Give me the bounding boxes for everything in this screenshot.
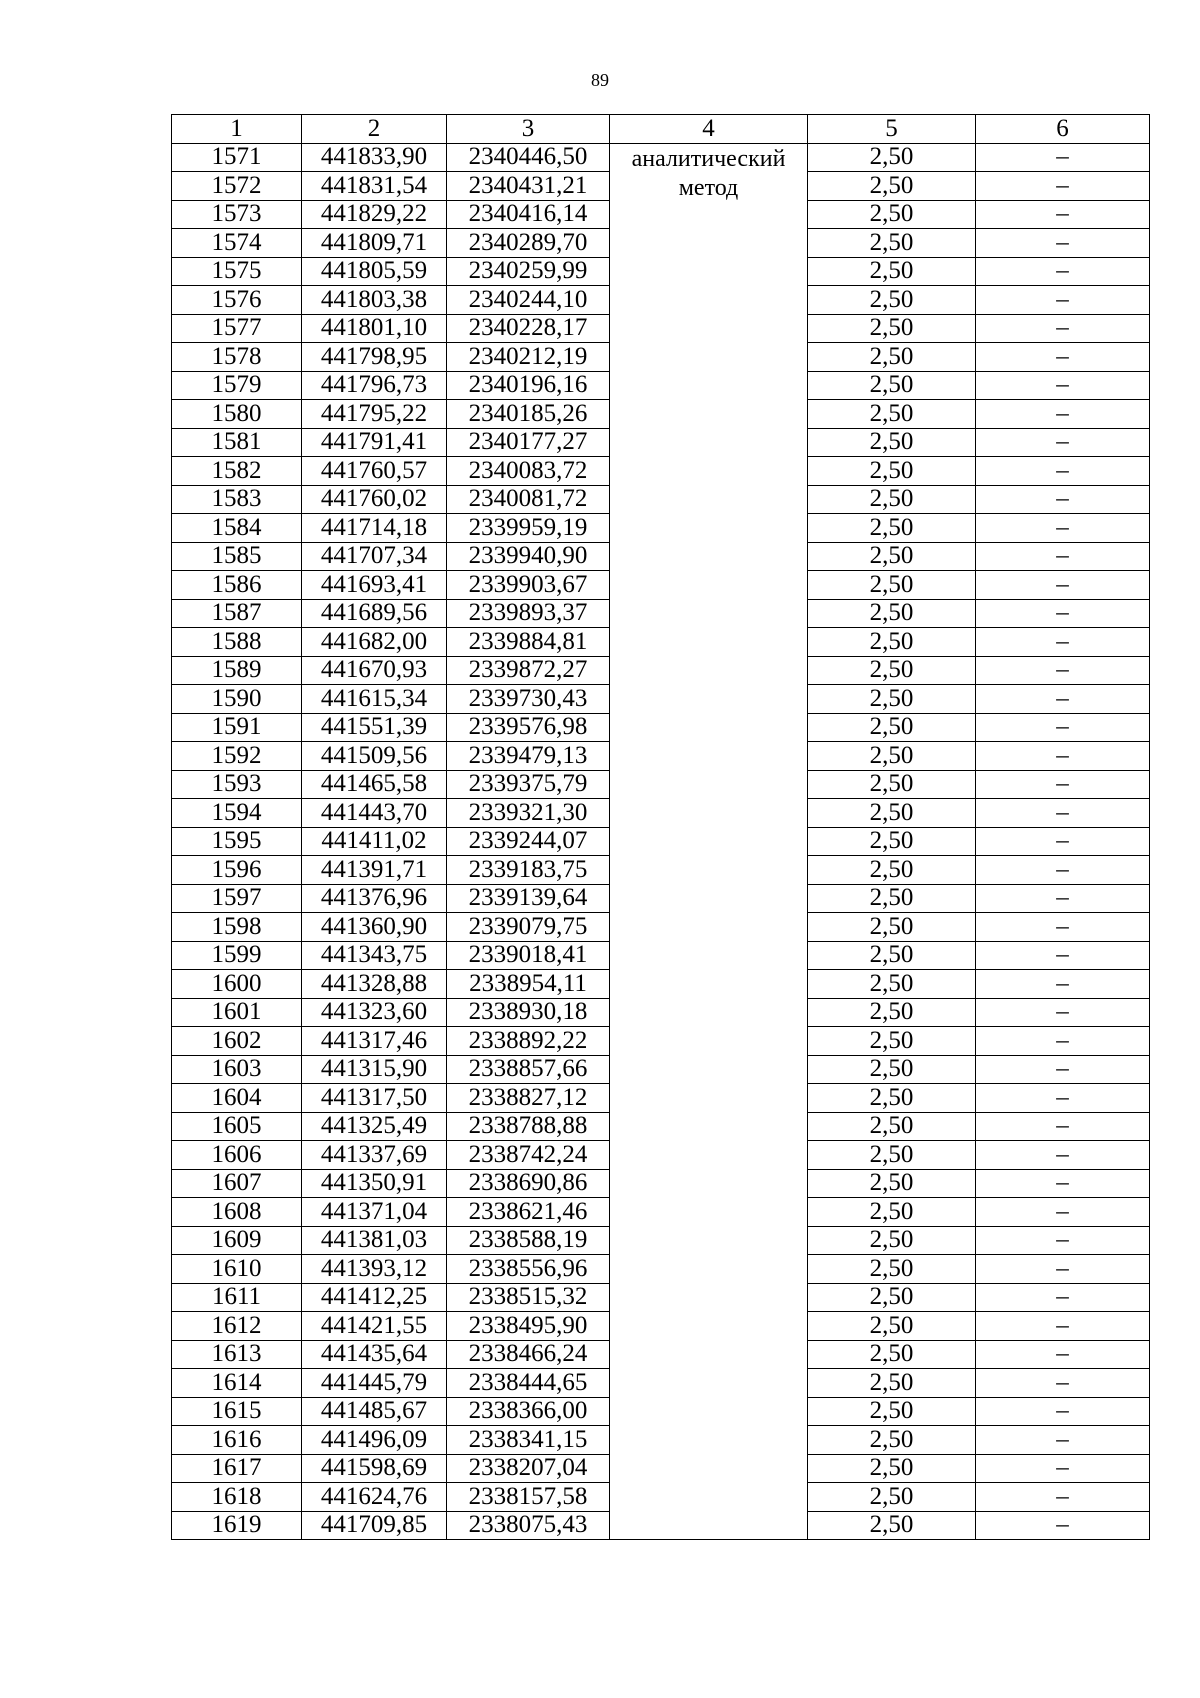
accuracy-cell: 2,50: [808, 314, 976, 343]
accuracy-cell: 2,50: [808, 1426, 976, 1455]
x-coordinate-cell: 441381,03: [302, 1226, 447, 1255]
point-number-cell: 1584: [172, 514, 302, 543]
note-cell: –: [976, 143, 1150, 172]
y-coordinate-cell: 2340083,72: [447, 457, 610, 486]
accuracy-cell: 2,50: [808, 200, 976, 229]
accuracy-cell: 2,50: [808, 514, 976, 543]
y-coordinate-cell: 2339079,75: [447, 913, 610, 942]
point-number-cell: 1580: [172, 400, 302, 429]
point-number-cell: 1601: [172, 998, 302, 1027]
accuracy-cell: 2,50: [808, 770, 976, 799]
y-coordinate-cell: 2338495,90: [447, 1312, 610, 1341]
note-cell: –: [976, 628, 1150, 657]
note-cell: –: [976, 571, 1150, 600]
point-number-cell: 1586: [172, 571, 302, 600]
x-coordinate-cell: 441809,71: [302, 229, 447, 258]
y-coordinate-cell: 2338788,88: [447, 1112, 610, 1141]
x-coordinate-cell: 441350,91: [302, 1169, 447, 1198]
point-number-cell: 1609: [172, 1226, 302, 1255]
x-coordinate-cell: 441670,93: [302, 656, 447, 685]
x-coordinate-cell: 441435,64: [302, 1340, 447, 1369]
y-coordinate-cell: 2338157,58: [447, 1483, 610, 1512]
y-coordinate-cell: 2340185,26: [447, 400, 610, 429]
note-cell: –: [976, 970, 1150, 999]
y-coordinate-cell: 2339884,81: [447, 628, 610, 657]
accuracy-cell: 2,50: [808, 286, 976, 315]
accuracy-cell: 2,50: [808, 685, 976, 714]
note-cell: –: [976, 1169, 1150, 1198]
x-coordinate-cell: 441343,75: [302, 941, 447, 970]
x-coordinate-cell: 441315,90: [302, 1055, 447, 1084]
point-number-cell: 1607: [172, 1169, 302, 1198]
y-coordinate-cell: 2338857,66: [447, 1055, 610, 1084]
point-number-cell: 1613: [172, 1340, 302, 1369]
column-header: 4: [610, 115, 808, 144]
point-number-cell: 1614: [172, 1369, 302, 1398]
point-number-cell: 1590: [172, 685, 302, 714]
point-number-cell: 1585: [172, 542, 302, 571]
y-coordinate-cell: 2339903,67: [447, 571, 610, 600]
accuracy-cell: 2,50: [808, 428, 976, 457]
point-number-cell: 1616: [172, 1426, 302, 1455]
x-coordinate-cell: 441798,95: [302, 343, 447, 372]
note-cell: –: [976, 913, 1150, 942]
note-cell: –: [976, 1312, 1150, 1341]
note-cell: –: [976, 770, 1150, 799]
x-coordinate-cell: 441465,58: [302, 770, 447, 799]
point-number-cell: 1602: [172, 1027, 302, 1056]
x-coordinate-cell: 441337,69: [302, 1141, 447, 1170]
note-cell: –: [976, 257, 1150, 286]
y-coordinate-cell: 2338954,11: [447, 970, 610, 999]
y-coordinate-cell: 2340446,50: [447, 143, 610, 172]
accuracy-cell: 2,50: [808, 884, 976, 913]
point-number-cell: 1579: [172, 371, 302, 400]
x-coordinate-cell: 441682,00: [302, 628, 447, 657]
point-number-cell: 1619: [172, 1511, 302, 1540]
accuracy-cell: 2,50: [808, 1369, 976, 1398]
accuracy-cell: 2,50: [808, 1055, 976, 1084]
y-coordinate-cell: 2340196,16: [447, 371, 610, 400]
column-header: 2: [302, 115, 447, 144]
note-cell: –: [976, 856, 1150, 885]
point-number-cell: 1591: [172, 713, 302, 742]
accuracy-cell: 2,50: [808, 1340, 976, 1369]
accuracy-cell: 2,50: [808, 1027, 976, 1056]
table-body: [172, 143, 1150, 1540]
accuracy-cell: 2,50: [808, 656, 976, 685]
x-coordinate-cell: 441376,96: [302, 884, 447, 913]
y-coordinate-cell: 2338341,15: [447, 1426, 610, 1455]
point-number-cell: 1615: [172, 1397, 302, 1426]
x-coordinate-cell: 441412,25: [302, 1283, 447, 1312]
accuracy-cell: 2,50: [808, 742, 976, 771]
y-coordinate-cell: 2338892,22: [447, 1027, 610, 1056]
page-number: 89: [591, 70, 609, 90]
x-coordinate-cell: 441760,02: [302, 485, 447, 514]
y-coordinate-cell: 2339730,43: [447, 685, 610, 714]
note-cell: –: [976, 1511, 1150, 1540]
point-number-cell: 1600: [172, 970, 302, 999]
column-header: 6: [976, 115, 1150, 144]
accuracy-cell: 2,50: [808, 143, 976, 172]
note-cell: –: [976, 1369, 1150, 1398]
note-cell: –: [976, 200, 1150, 229]
point-number-cell: 1595: [172, 827, 302, 856]
note-cell: –: [976, 713, 1150, 742]
x-coordinate-cell: 441421,55: [302, 1312, 447, 1341]
y-coordinate-cell: 2340212,19: [447, 343, 610, 372]
note-cell: –: [976, 656, 1150, 685]
accuracy-cell: 2,50: [808, 998, 976, 1027]
accuracy-cell: 2,50: [808, 1198, 976, 1227]
y-coordinate-cell: 2339893,37: [447, 599, 610, 628]
y-coordinate-cell: 2339183,75: [447, 856, 610, 885]
note-cell: –: [976, 172, 1150, 201]
x-coordinate-cell: 441325,49: [302, 1112, 447, 1141]
point-number-cell: 1610: [172, 1255, 302, 1284]
note-cell: –: [976, 1084, 1150, 1113]
column-header: 3: [447, 115, 610, 144]
note-cell: –: [976, 1397, 1150, 1426]
note-cell: –: [976, 827, 1150, 856]
y-coordinate-cell: 2339940,90: [447, 542, 610, 571]
point-number-cell: 1604: [172, 1084, 302, 1113]
x-coordinate-cell: 441391,71: [302, 856, 447, 885]
x-coordinate-cell: 441551,39: [302, 713, 447, 742]
y-coordinate-cell: 2338075,43: [447, 1511, 610, 1540]
note-cell: –: [976, 1426, 1150, 1455]
point-number-cell: 1612: [172, 1312, 302, 1341]
column-header: 1: [172, 115, 302, 144]
y-coordinate-cell: 2339018,41: [447, 941, 610, 970]
y-coordinate-cell: 2340431,21: [447, 172, 610, 201]
accuracy-cell: 2,50: [808, 571, 976, 600]
table-row: [172, 143, 1150, 172]
point-number-cell: 1577: [172, 314, 302, 343]
note-cell: –: [976, 1112, 1150, 1141]
accuracy-cell: 2,50: [808, 1141, 976, 1170]
note-cell: –: [976, 1483, 1150, 1512]
accuracy-cell: 2,50: [808, 400, 976, 429]
y-coordinate-cell: 2339321,30: [447, 799, 610, 828]
x-coordinate-cell: 441829,22: [302, 200, 447, 229]
note-cell: –: [976, 685, 1150, 714]
note-cell: –: [976, 998, 1150, 1027]
x-coordinate-cell: 441693,41: [302, 571, 447, 600]
x-coordinate-cell: 441791,41: [302, 428, 447, 457]
note-cell: –: [976, 286, 1150, 315]
accuracy-cell: 2,50: [808, 1112, 976, 1141]
point-number-cell: 1606: [172, 1141, 302, 1170]
y-coordinate-cell: 2338207,04: [447, 1454, 610, 1483]
accuracy-cell: 2,50: [808, 542, 976, 571]
accuracy-cell: 2,50: [808, 941, 976, 970]
note-cell: –: [976, 1226, 1150, 1255]
accuracy-cell: 2,50: [808, 599, 976, 628]
x-coordinate-cell: 441795,22: [302, 400, 447, 429]
y-coordinate-cell: 2339244,07: [447, 827, 610, 856]
point-number-cell: 1589: [172, 656, 302, 685]
point-number-cell: 1608: [172, 1198, 302, 1227]
point-number-cell: 1618: [172, 1483, 302, 1512]
accuracy-cell: 2,50: [808, 1283, 976, 1312]
note-cell: –: [976, 314, 1150, 343]
note-cell: –: [976, 1027, 1150, 1056]
y-coordinate-cell: 2339139,64: [447, 884, 610, 913]
accuracy-cell: 2,50: [808, 628, 976, 657]
note-cell: –: [976, 229, 1150, 258]
accuracy-cell: 2,50: [808, 1084, 976, 1113]
x-coordinate-cell: 441831,54: [302, 172, 447, 201]
accuracy-cell: 2,50: [808, 257, 976, 286]
accuracy-cell: 2,50: [808, 1169, 976, 1198]
accuracy-cell: 2,50: [808, 172, 976, 201]
x-coordinate-cell: 441714,18: [302, 514, 447, 543]
x-coordinate-cell: 441393,12: [302, 1255, 447, 1284]
y-coordinate-cell: 2340259,99: [447, 257, 610, 286]
accuracy-cell: 2,50: [808, 371, 976, 400]
point-number-cell: 1596: [172, 856, 302, 885]
note-cell: –: [976, 1255, 1150, 1284]
point-number-cell: 1603: [172, 1055, 302, 1084]
accuracy-cell: 2,50: [808, 1255, 976, 1284]
y-coordinate-cell: 2338588,19: [447, 1226, 610, 1255]
accuracy-cell: 2,50: [808, 343, 976, 372]
point-number-cell: 1576: [172, 286, 302, 315]
x-coordinate-cell: 441317,50: [302, 1084, 447, 1113]
note-cell: –: [976, 343, 1150, 372]
x-coordinate-cell: 441833,90: [302, 143, 447, 172]
x-coordinate-cell: 441509,56: [302, 742, 447, 771]
y-coordinate-cell: 2338827,12: [447, 1084, 610, 1113]
y-coordinate-cell: 2338621,46: [447, 1198, 610, 1227]
method-cell: аналитический метод: [610, 143, 808, 1540]
point-number-cell: 1597: [172, 884, 302, 913]
y-coordinate-cell: 2340289,70: [447, 229, 610, 258]
point-number-cell: 1588: [172, 628, 302, 657]
note-cell: –: [976, 514, 1150, 543]
note-cell: –: [976, 742, 1150, 771]
x-coordinate-cell: 441760,57: [302, 457, 447, 486]
note-cell: –: [976, 599, 1150, 628]
x-coordinate-cell: 441411,02: [302, 827, 447, 856]
y-coordinate-cell: 2338515,32: [447, 1283, 610, 1312]
point-number-cell: 1575: [172, 257, 302, 286]
y-coordinate-cell: 2339375,79: [447, 770, 610, 799]
y-coordinate-cell: 2338742,24: [447, 1141, 610, 1170]
accuracy-cell: 2,50: [808, 1312, 976, 1341]
y-coordinate-cell: 2338466,24: [447, 1340, 610, 1369]
x-coordinate-cell: 441445,79: [302, 1369, 447, 1398]
column-header: 5: [808, 115, 976, 144]
header-row: [172, 115, 1150, 144]
x-coordinate-cell: 441803,38: [302, 286, 447, 315]
y-coordinate-cell: 2339576,98: [447, 713, 610, 742]
note-cell: –: [976, 1283, 1150, 1312]
point-number-cell: 1578: [172, 343, 302, 372]
note-cell: –: [976, 799, 1150, 828]
y-coordinate-cell: 2340228,17: [447, 314, 610, 343]
accuracy-cell: 2,50: [808, 913, 976, 942]
x-coordinate-cell: 441496,09: [302, 1426, 447, 1455]
x-coordinate-cell: 441323,60: [302, 998, 447, 1027]
y-coordinate-cell: 2340244,10: [447, 286, 610, 315]
y-coordinate-cell: 2338690,86: [447, 1169, 610, 1198]
note-cell: –: [976, 400, 1150, 429]
y-coordinate-cell: 2340081,72: [447, 485, 610, 514]
accuracy-cell: 2,50: [808, 1483, 976, 1512]
x-coordinate-cell: 441360,90: [302, 913, 447, 942]
y-coordinate-cell: 2339959,19: [447, 514, 610, 543]
note-cell: –: [976, 884, 1150, 913]
y-coordinate-cell: 2339872,27: [447, 656, 610, 685]
point-number-cell: 1617: [172, 1454, 302, 1483]
y-coordinate-cell: 2340416,14: [447, 200, 610, 229]
point-number-cell: 1598: [172, 913, 302, 942]
point-number-cell: 1572: [172, 172, 302, 201]
note-cell: –: [976, 1055, 1150, 1084]
x-coordinate-cell: 441598,69: [302, 1454, 447, 1483]
x-coordinate-cell: 441707,34: [302, 542, 447, 571]
note-cell: –: [976, 457, 1150, 486]
accuracy-cell: 2,50: [808, 827, 976, 856]
accuracy-cell: 2,50: [808, 1511, 976, 1540]
accuracy-cell: 2,50: [808, 799, 976, 828]
note-cell: –: [976, 485, 1150, 514]
x-coordinate-cell: 441615,34: [302, 685, 447, 714]
accuracy-cell: 2,50: [808, 1226, 976, 1255]
note-cell: –: [976, 1198, 1150, 1227]
point-number-cell: 1581: [172, 428, 302, 457]
accuracy-cell: 2,50: [808, 856, 976, 885]
y-coordinate-cell: 2338366,00: [447, 1397, 610, 1426]
note-cell: –: [976, 542, 1150, 571]
y-coordinate-cell: 2338930,18: [447, 998, 610, 1027]
point-number-cell: 1574: [172, 229, 302, 258]
note-cell: –: [976, 1454, 1150, 1483]
y-coordinate-cell: 2338556,96: [447, 1255, 610, 1284]
x-coordinate-cell: 441371,04: [302, 1198, 447, 1227]
point-number-cell: 1593: [172, 770, 302, 799]
point-number-cell: 1573: [172, 200, 302, 229]
x-coordinate-cell: 441689,56: [302, 599, 447, 628]
point-number-cell: 1599: [172, 941, 302, 970]
x-coordinate-cell: 441796,73: [302, 371, 447, 400]
point-number-cell: 1592: [172, 742, 302, 771]
accuracy-cell: 2,50: [808, 1397, 976, 1426]
x-coordinate-cell: 441624,76: [302, 1483, 447, 1512]
x-coordinate-cell: 441801,10: [302, 314, 447, 343]
point-number-cell: 1605: [172, 1112, 302, 1141]
accuracy-cell: 2,50: [808, 457, 976, 486]
note-cell: –: [976, 941, 1150, 970]
x-coordinate-cell: 441805,59: [302, 257, 447, 286]
accuracy-cell: 2,50: [808, 713, 976, 742]
coordinates-table: [171, 114, 1150, 1540]
note-cell: –: [976, 1141, 1150, 1170]
x-coordinate-cell: 441485,67: [302, 1397, 447, 1426]
accuracy-cell: 2,50: [808, 1454, 976, 1483]
note-cell: –: [976, 371, 1150, 400]
accuracy-cell: 2,50: [808, 970, 976, 999]
point-number-cell: 1587: [172, 599, 302, 628]
point-number-cell: 1582: [172, 457, 302, 486]
accuracy-cell: 2,50: [808, 485, 976, 514]
y-coordinate-cell: 2339479,13: [447, 742, 610, 771]
x-coordinate-cell: 441328,88: [302, 970, 447, 999]
point-number-cell: 1583: [172, 485, 302, 514]
accuracy-cell: 2,50: [808, 229, 976, 258]
point-number-cell: 1571: [172, 143, 302, 172]
note-cell: –: [976, 428, 1150, 457]
y-coordinate-cell: 2338444,65: [447, 1369, 610, 1398]
x-coordinate-cell: 441709,85: [302, 1511, 447, 1540]
point-number-cell: 1611: [172, 1283, 302, 1312]
x-coordinate-cell: 441443,70: [302, 799, 447, 828]
point-number-cell: 1594: [172, 799, 302, 828]
y-coordinate-cell: 2340177,27: [447, 428, 610, 457]
note-cell: –: [976, 1340, 1150, 1369]
x-coordinate-cell: 441317,46: [302, 1027, 447, 1056]
